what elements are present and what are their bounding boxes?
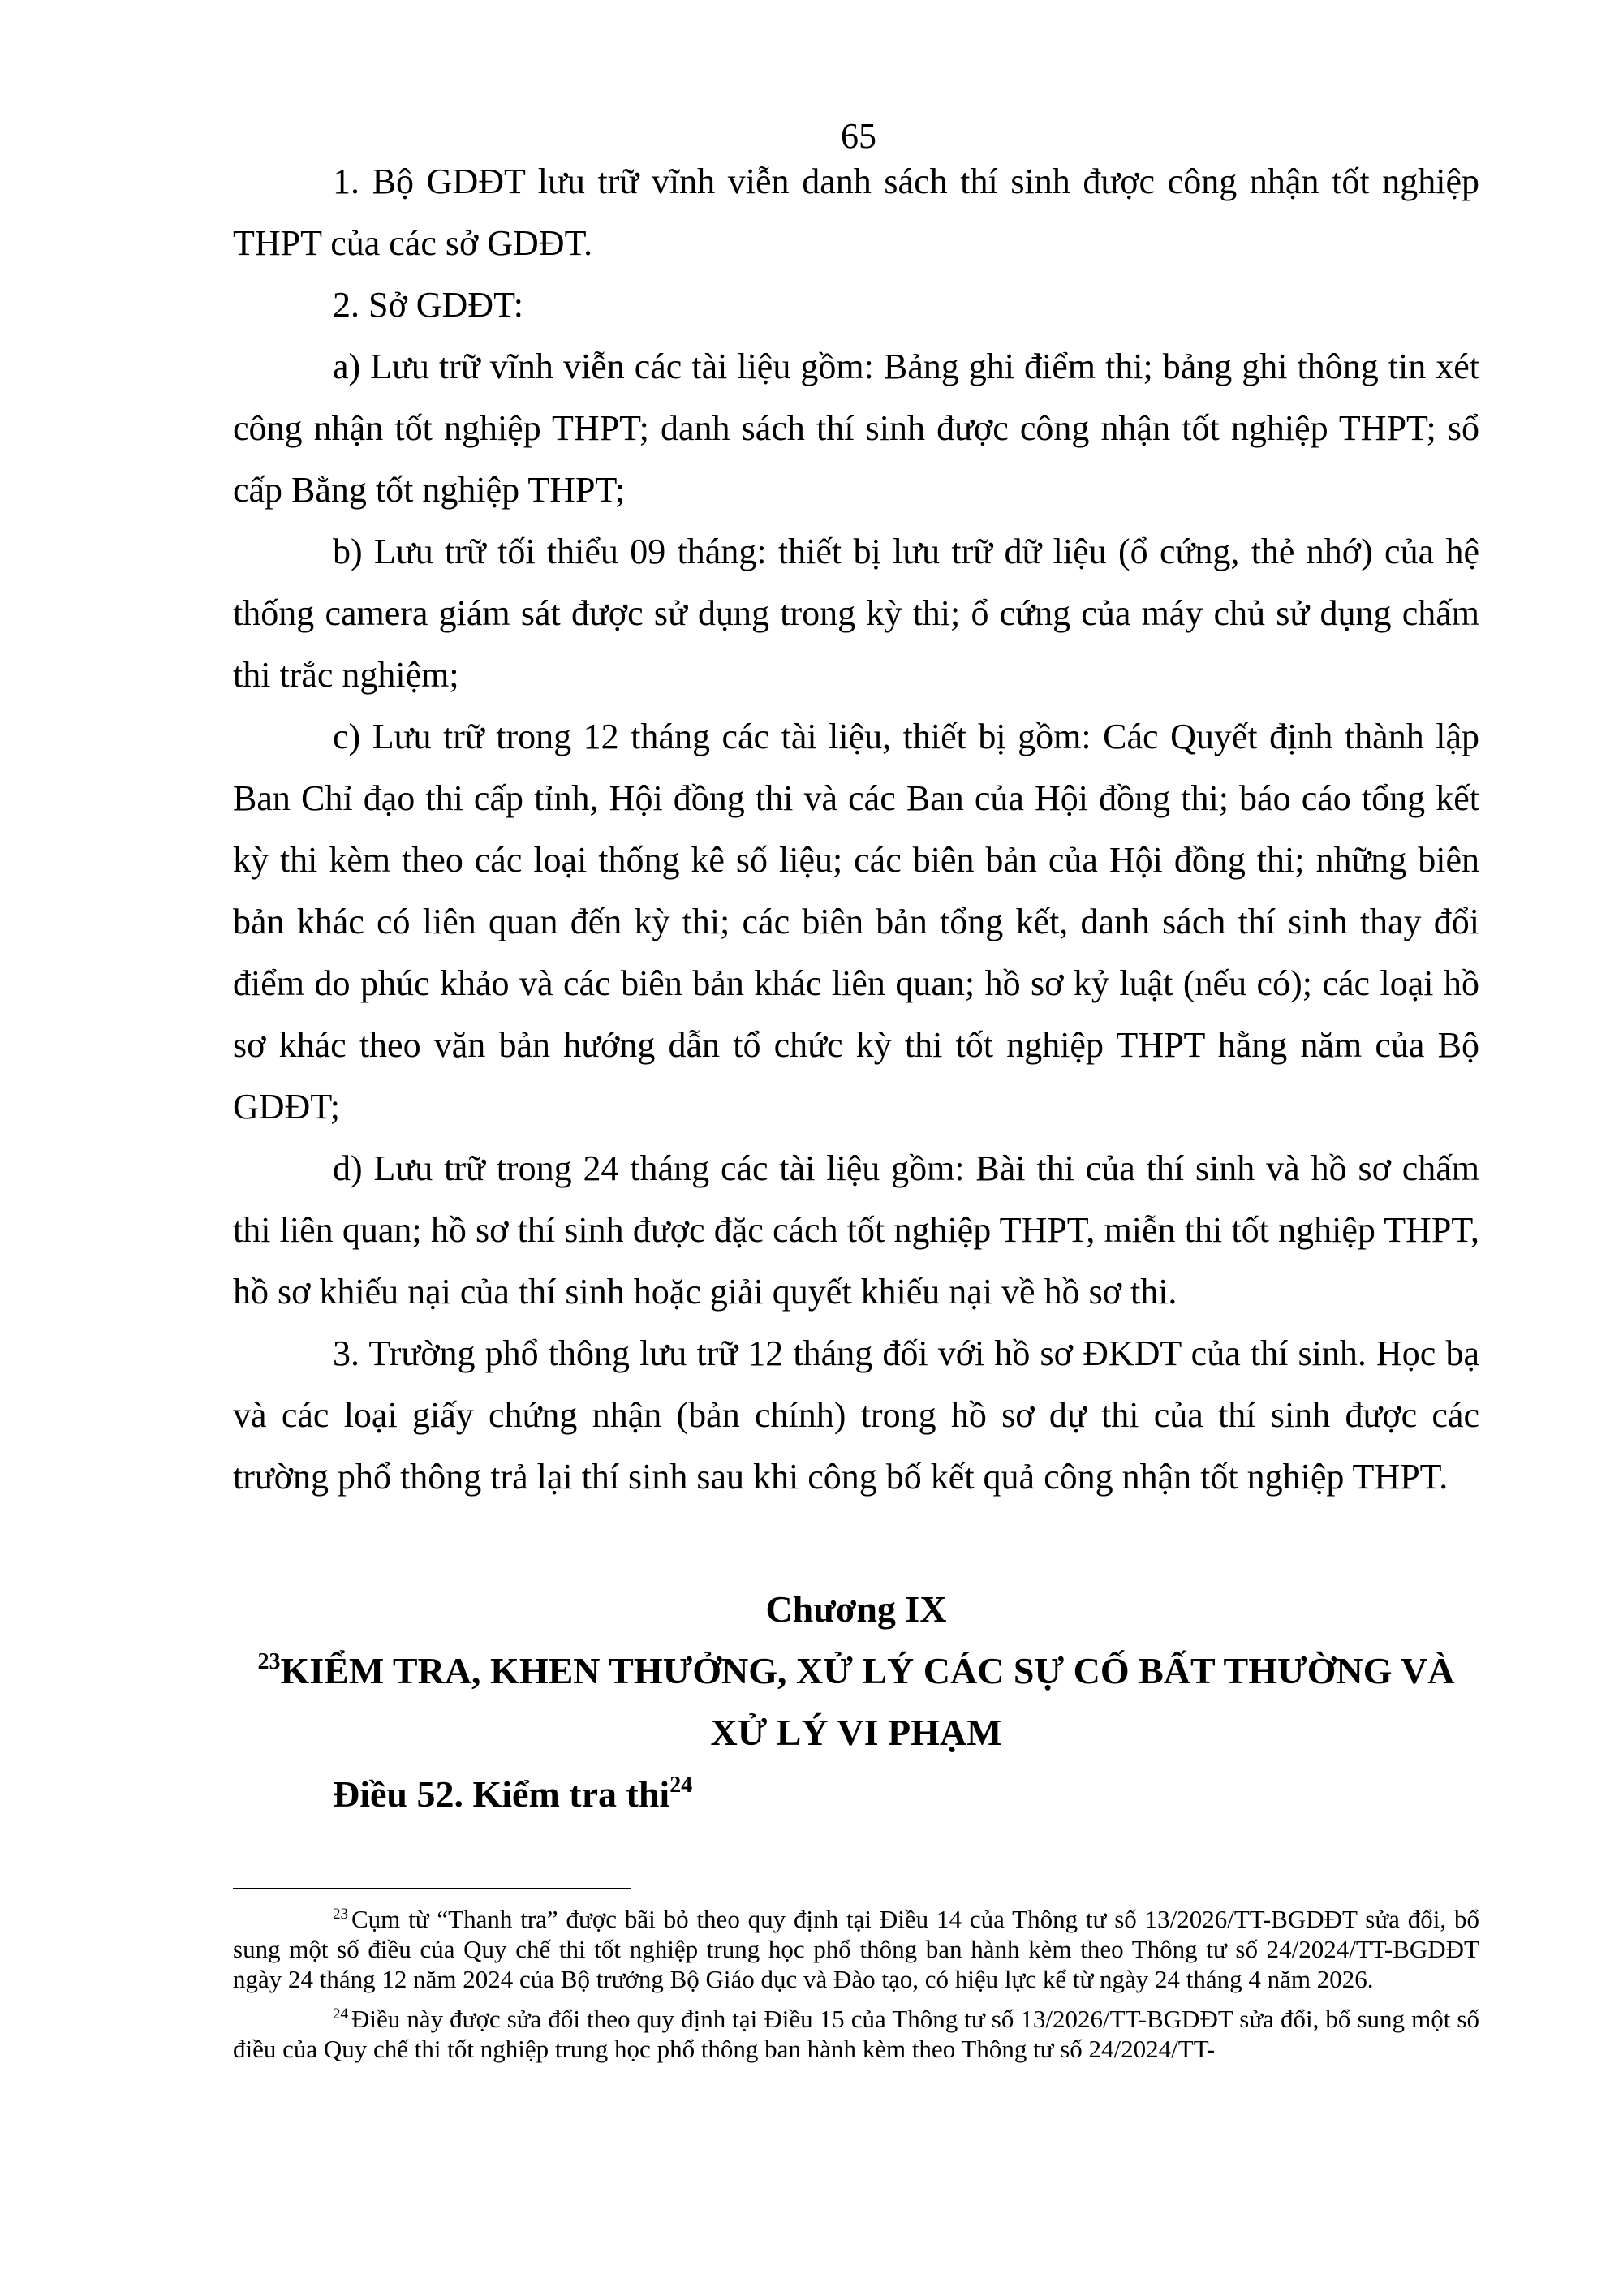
paragraph-2d: d) Lưu trữ trong 24 tháng các tài liệu gồm: Bài thi của thí sinh và hồ sơ chấm thi liên quan; hồ sơ thí sinh được đặc cách tốt nghiệp THPT, miễn thi tốt nghiệp THPT, hồ sơ khiếu nại của thí sinh hoặc giải quyết khiếu nại về hồ sơ thi. bbox=[233, 1148, 1479, 1312]
paragraph-2b: b) Lưu trữ tối thiểu 09 tháng: thiết bị lưu trữ dữ liệu (ổ cứng, thẻ nhớ) của hệ thống camera giám sát được sử dụng trong kỳ thi; ổ cứng của máy chủ sử dụng chấm thi trắc nghiệm; bbox=[233, 532, 1479, 695]
footnote-separator bbox=[233, 1888, 631, 1889]
footnote-23-marker: 23 bbox=[333, 1906, 348, 1923]
paragraph-2c: c) Lưu trữ trong 12 tháng các tài liệu, thiết bị gồm: Các Quyết định thành lập Ban Chỉ đạo thi cấp tỉnh, Hội đồng thi và các Ban của Hội đồng thi; báo cáo tổng kết kỳ thi kèm theo các loại thống kê số liệu; các biên bản của Hội đồng thi; những biên bản khác có liên quan đến kỳ thi; các biên bản tổng kết, danh sách thí sinh thay đổi điểm do phúc khảo và các biên bản khác liên quan; hồ sơ kỷ luật (nếu có); các loại hồ sơ khác theo văn bản hướng dẫn tổ chức kỳ thi tốt nghiệp THPT hằng năm của Bộ GDĐT; bbox=[233, 717, 1479, 1126]
paragraph-2a: a) Lưu trữ vĩnh viễn các tài liệu gồm: Bảng ghi điểm thi; bảng ghi thông tin xét công nhận tốt nghiệp THPT; danh sách thí sinh được công nhận tốt nghiệp THPT; sổ cấp Bằng tốt nghiệp THPT; bbox=[233, 347, 1479, 510]
footnote-24 bbox=[233, 2004, 1479, 2064]
paragraph-1: 1. Bộ GDĐT lưu trữ vĩnh viễn danh sách thí sinh được công nhận tốt nghiệp THPT của các sở GDĐT. bbox=[233, 162, 1479, 263]
chapter-title-text-1: KIỂM TRA, KHEN THƯỞNG, XỬ LÝ CÁC SỰ CỐ BẤT THƯỜNG VÀ bbox=[280, 1650, 1455, 1691]
footnotes bbox=[233, 1904, 1479, 2074]
paragraph-3: 3. Trường phổ thông lưu trữ 12 tháng đối với hồ sơ ĐKDT của thí sinh. Học bạ và các loại giấy chứng nhận (bản chính) trong hồ sơ dự thi của thí sinh được các trường phổ thông trả lại thí sinh sau khi công bố kết quả công nhận tốt nghiệp THPT. bbox=[233, 1333, 1479, 1497]
footnote-ref-24[interactable]: 24 bbox=[669, 1773, 693, 1798]
footnote-23-text: Cụm từ “Thanh tra” được bãi bỏ theo quy định tại Điều 14 của Thông tư số 13/2026/TT-BGDĐT sửa đổi, bổ sung một số điều của Quy chế thi tốt nghiệp trung học phổ thông ban hành kèm theo Thông tư số 24/2024/TT-BGDĐT ngày 24 tháng 12 năm 2024 của Bộ trưởng Bộ Giáo dục và Đào tạo, có hiệu lực kể từ ngày 24 tháng 4 năm 2026. bbox=[233, 1905, 1479, 1993]
chapter-title bbox=[233, 1640, 1479, 1764]
page-number: 65 bbox=[841, 116, 876, 156]
article-title: Điều 52. Kiểm tra thi bbox=[333, 1773, 670, 1815]
body-text bbox=[233, 151, 1479, 1508]
footnote-24-marker: 24 bbox=[333, 2005, 348, 2022]
footnote-23 bbox=[233, 1904, 1479, 1994]
footnote-24-text: Điều này được sửa đổi theo quy định tại Điều 15 của Thông tư số 13/2026/TT-BGDĐT sửa đổi, bổ sung một số điều của Quy chế thi tốt nghiệp trung học phổ thông ban hành kèm theo Thông tư số 24/2024/TT- bbox=[233, 2005, 1479, 2063]
paragraph-2: 2. Sở GDĐT: bbox=[333, 285, 523, 325]
chapter-title-line-1 bbox=[233, 1640, 1479, 1702]
article-heading bbox=[333, 1764, 692, 1825]
footnote-ref-23[interactable]: 23 bbox=[257, 1649, 281, 1674]
chapter-title-line-2: XỬ LÝ VI PHẠM bbox=[710, 1712, 1002, 1753]
chapter-label: Chương IX bbox=[765, 1588, 947, 1630]
